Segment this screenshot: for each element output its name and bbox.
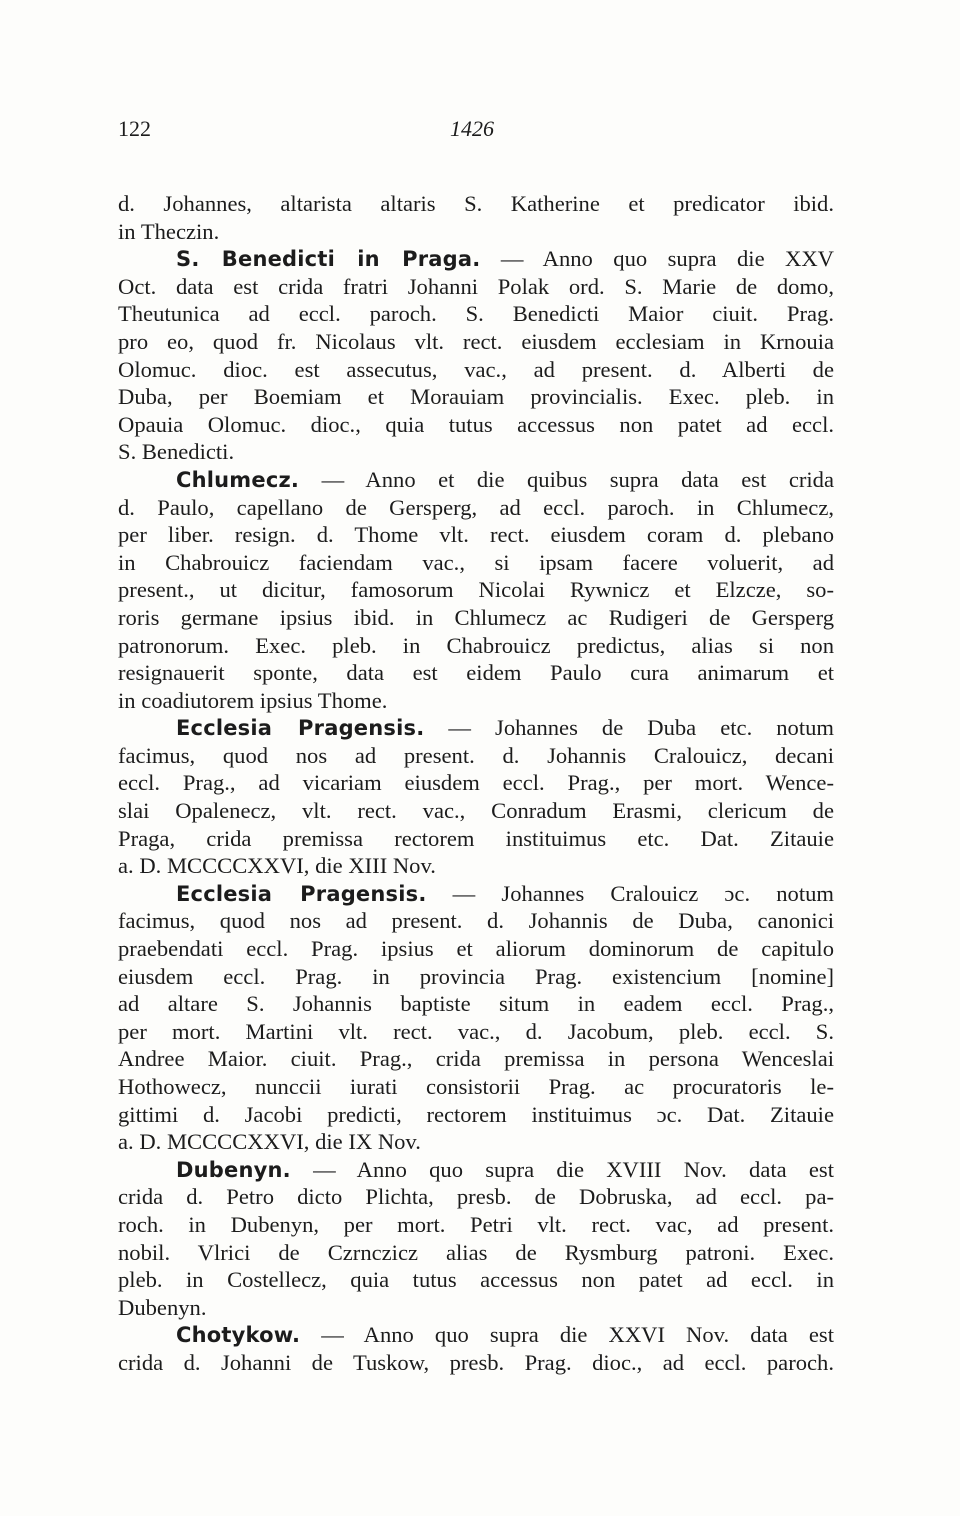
running-header xyxy=(118,116,834,150)
line-text: a. D. MCCCCXXVI, die IX Nov. xyxy=(118,1129,421,1155)
text-line xyxy=(118,356,834,384)
text-line xyxy=(118,1294,834,1322)
line-text: crida d. Johanni de Tuskow, presb. Prag. dioc., ad eccl. paroch. xyxy=(118,1349,834,1375)
line-text: Olomuc. dioc. est assecutus, vac., ad present. d. Alberti de xyxy=(118,356,834,382)
text-line xyxy=(118,190,834,218)
text-line xyxy=(118,687,834,715)
line-text: Duba, per Boemiam et Morauiam provincialis. Exec. pleb. in xyxy=(118,384,834,410)
entry-heading-line xyxy=(118,880,834,908)
text-line xyxy=(118,797,834,825)
line-text: — Anno quo supra die XXV xyxy=(480,246,834,272)
text-line xyxy=(118,852,834,880)
line-text: S. Benedicti. xyxy=(118,439,235,465)
line-text: gittimi d. Jacobi predicti, rectorem instituimus ɔc. Dat. Zitauie xyxy=(118,1101,834,1127)
line-text: — Anno quo supra die XXVI Nov. data est xyxy=(300,1322,834,1348)
text-line xyxy=(118,1211,834,1239)
text-line xyxy=(118,1045,834,1073)
line-text: praebendati eccl. Prag. ipsius et aliorum dominorum de capitulo xyxy=(118,936,834,962)
entry-heading: Chlumecz. xyxy=(176,467,300,492)
line-text: per mort. Martini vlt. rect. vac., d. Jacobum, pleb. eccl. S. xyxy=(118,1018,834,1044)
running-year: 1426 xyxy=(450,116,494,141)
text-line xyxy=(118,907,834,935)
text-line xyxy=(118,659,834,687)
line-text: — Anno quo supra die XVIII Nov. data est xyxy=(290,1156,834,1182)
line-text: — Anno et die quibus supra data est crida xyxy=(299,466,834,492)
entry-heading-line xyxy=(118,1156,834,1184)
text-line xyxy=(118,1073,834,1101)
line-text: a. D. MCCCCXXVI, die XIII Nov. xyxy=(118,853,436,879)
line-text: roch. in Dubenyn, per mort. Petri vlt. rect. vac, ad present. xyxy=(118,1211,834,1237)
entry-heading-line xyxy=(118,245,834,273)
line-text: patronorum. Exec. pleb. in Chabrouicz predictus, alias si non xyxy=(118,632,834,658)
entry-heading-line xyxy=(118,1321,834,1349)
text-line xyxy=(118,549,834,577)
line-text: d. Paulo, capellano de Gersperg, ad eccl. paroch. in Chlumecz, xyxy=(118,494,834,520)
line-text: eccl. Prag., ad vicariam eiusdem eccl. Prag., per mort. Wence- xyxy=(118,770,834,796)
entry-heading: Ecclesia Pragensis. xyxy=(176,881,427,906)
line-text: pleb. in Costellecz, quia tutus accessus non patet ad eccl. in xyxy=(118,1267,834,1293)
line-text: Dubenyn. xyxy=(118,1294,207,1320)
line-text: Opauia Olomuc. dioc., quia tutus accessus non patet ad eccl. xyxy=(118,411,834,437)
text-line xyxy=(118,1128,834,1156)
line-text: — Johannes de Duba etc. notum xyxy=(424,715,834,741)
line-text: per liber. resign. d. Thome vlt. rect. eiusdem coram d. plebano xyxy=(118,522,834,548)
text-line xyxy=(118,1349,834,1377)
text-line xyxy=(118,769,834,797)
text-line xyxy=(118,742,834,770)
line-text: pro eo, quod fr. Nicolaus vlt. rect. eiusdem ecclesiam in Krnouia xyxy=(118,328,834,354)
text-line xyxy=(118,383,834,411)
line-text: Oct. data est crida fratri Johanni Polak ord. S. Marie de domo, xyxy=(118,273,834,299)
line-text: facimus, quod nos ad present. d. Johannis Cralouicz, decani xyxy=(118,742,834,768)
text-line xyxy=(118,411,834,439)
text-line xyxy=(118,328,834,356)
text-line xyxy=(118,935,834,963)
text-line xyxy=(118,300,834,328)
line-text: ad altare S. Johannis baptiste situm in eadem eccl. Prag., xyxy=(118,991,834,1017)
text-body xyxy=(118,190,834,1377)
line-text: d. Johannes, altarista altaris S. Katherine et predicator ibid. xyxy=(118,191,834,216)
line-text: Theutunica ad eccl. paroch. S. Benedicti Maior ciuit. Prag. xyxy=(118,301,834,327)
page-number: 122 xyxy=(118,116,151,141)
text-line xyxy=(118,273,834,301)
text-line xyxy=(118,218,834,246)
line-text: crida d. Petro dicto Plichta, presb. de Dobruska, ad eccl. pa- xyxy=(118,1184,834,1210)
text-line xyxy=(118,438,834,466)
line-text: present., ut dicitur, famosorum Nicolai Rywnicz et Elzcze, so- xyxy=(118,577,834,603)
line-text: Andree Maior. ciuit. Prag., crida premissa in persona Wenceslai xyxy=(118,1046,834,1072)
text-line xyxy=(118,1183,834,1211)
entry-heading-line xyxy=(118,714,834,742)
text-line xyxy=(118,494,834,522)
text-line xyxy=(118,576,834,604)
text-line xyxy=(118,963,834,991)
entry-heading: Dubenyn. xyxy=(176,1157,291,1182)
entry-heading: S. Benedicti in Praga. xyxy=(176,247,481,272)
line-text: nobil. Vlrici de Czrnczicz alias de Rysmburg patroni. Exec. xyxy=(118,1239,834,1265)
text-line xyxy=(118,521,834,549)
line-text: resignauerit sponte, data est eidem Paulo cura animarum et xyxy=(118,660,834,686)
text-line xyxy=(118,1101,834,1129)
line-text: in Theczin. xyxy=(118,218,220,244)
entry-heading: Ecclesia Pragensis. xyxy=(176,716,425,741)
line-text: roris germane ipsius ibid. in Chlumecz ac Rudigeri de Gersperg xyxy=(118,604,834,630)
text-line xyxy=(118,1266,834,1294)
text-line xyxy=(118,1018,834,1046)
line-text: in Chabrouicz faciendam vac., si ipsam facere voluerit, ad xyxy=(118,549,834,575)
text-line xyxy=(118,990,834,1018)
line-text: — Johannes Cralouicz ɔc. notum xyxy=(426,880,834,906)
entry-heading: Chotykow. xyxy=(176,1323,301,1348)
line-text: Hothowecz, nunccii iurati consistorii Prag. ac procuratoris le- xyxy=(118,1074,834,1099)
entry-heading-line xyxy=(118,466,834,494)
text-line xyxy=(118,1239,834,1267)
line-text: Praga, crida premissa rectorem instituimus etc. Dat. Zitauie xyxy=(118,825,834,851)
line-text: slai Opalenecz, vlt. rect. vac., Conradum Erasmi, clericum de xyxy=(118,798,834,824)
text-line xyxy=(118,825,834,853)
line-text: eiusdem eccl. Prag. in provincia Prag. existencium [nomine] xyxy=(118,963,834,989)
text-line xyxy=(118,632,834,660)
line-text: in coadiutorem ipsius Thome. xyxy=(118,687,388,713)
line-text: facimus, quod nos ad present. d. Johannis de Duba, canonici xyxy=(118,908,834,934)
text-line xyxy=(118,604,834,632)
